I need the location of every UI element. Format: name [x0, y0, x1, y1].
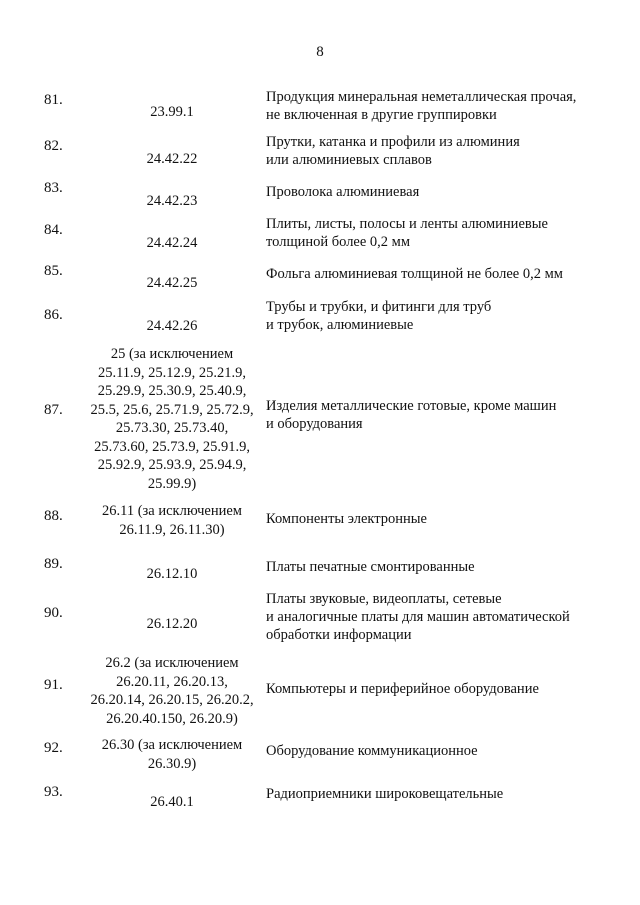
product-description: [266, 265, 606, 283]
product-description: [266, 215, 606, 251]
code-line: 26.11.9, 26.11.30): [119, 521, 225, 538]
okpd-code: [82, 654, 262, 728]
row-number: 81.: [44, 92, 63, 108]
product-description: [266, 785, 606, 803]
okpd-code: [82, 793, 262, 812]
code-line: 24.42.25: [146, 275, 198, 291]
okpd-code: [82, 192, 262, 211]
description-line: Компоненты электронные: [266, 511, 427, 527]
okpd-code: [82, 274, 262, 293]
product-description: [266, 558, 606, 576]
product-description: [266, 133, 606, 169]
description-line: толщиной более 0,2 мм: [266, 234, 411, 250]
okpd-code: [82, 150, 262, 169]
row-number: 88.: [44, 508, 63, 524]
product-description: [266, 590, 606, 644]
code-line: 25.29.9, 25.30.9, 25.40.9,: [97, 383, 247, 399]
product-description: [266, 510, 606, 528]
code-line: 24.42.26: [146, 318, 198, 334]
okpd-code: [82, 615, 262, 634]
row-number: 87.: [44, 402, 63, 418]
code-line: 26.30.9): [147, 755, 197, 772]
description-line: Платы звуковые, видеоплаты, сетевые: [266, 591, 502, 607]
description-line: или алюминиевых сплавов: [266, 152, 432, 168]
okpd-code: [82, 345, 262, 493]
code-line: 25.11.9, 25.12.9, 25.21.9,: [97, 364, 247, 381]
row-number: 82.: [44, 138, 63, 154]
code-line: 24.42.22: [146, 151, 198, 167]
code-line: 25.73.60, 25.73.9, 25.91.9,: [94, 438, 250, 455]
product-description: [266, 742, 606, 760]
code-line: 26.20.40.150, 26.20.9): [106, 710, 238, 727]
product-description: [266, 183, 606, 201]
row-number: 93.: [44, 784, 63, 800]
row-number: 91.: [44, 677, 63, 693]
row-number: 84.: [44, 222, 63, 238]
code-line: 23.99.1: [150, 104, 194, 120]
row-number: 85.: [44, 263, 63, 279]
description-line: Радиоприемники широковещательные: [266, 786, 504, 802]
description-line: Оборудование коммуникационное: [266, 743, 478, 759]
row-number: 90.: [44, 605, 63, 621]
description-line: не включенная в другие группировки: [266, 107, 497, 123]
code-line: 26.20.14, 26.20.15, 26.20.2,: [90, 692, 254, 708]
description-line: Платы печатные смонтированные: [266, 559, 475, 575]
okpd-code: [82, 502, 262, 539]
code-line: 25.73.30, 25.73.40,: [115, 420, 229, 436]
code-line: 26.11 (за исключением: [102, 503, 242, 519]
description-line: Прутки, катанка и профили из алюминия: [266, 134, 520, 150]
description-line: и аналогичные платы для машин автоматической: [266, 609, 570, 625]
code-line: 24.42.23: [146, 193, 198, 209]
description-line: обработки информации: [266, 627, 412, 643]
code-line: 25.99.9): [147, 475, 197, 492]
code-line: 26.20.11, 26.20.13,: [116, 673, 228, 690]
code-line: 25 (за исключением: [110, 346, 234, 362]
description-line: Трубы и трубки, и фитинги для труб: [266, 299, 492, 315]
description-line: и трубок, алюминиевые: [266, 317, 414, 333]
okpd-code: [82, 736, 262, 773]
okpd-code: [82, 103, 262, 122]
code-line: 26.2 (за исключением: [105, 655, 239, 671]
description-line: Фольга алюминиевая толщиной не более 0,2 мм: [266, 266, 563, 282]
code-line: 25.5, 25.6, 25.71.9, 25.72.9,: [90, 401, 254, 418]
row-number: 86.: [44, 307, 63, 323]
product-description: [266, 88, 606, 124]
row-number: 83.: [44, 180, 63, 196]
description-line: Компьютеры и периферийное оборудование: [266, 681, 539, 697]
description-line: Плиты, листы, полосы и ленты алюминиевые: [266, 216, 548, 232]
code-line: 24.42.24: [146, 235, 198, 251]
okpd-code: [82, 317, 262, 336]
code-line: 26.40.1: [150, 794, 194, 810]
description-line: Продукция минеральная неметаллическая прочая,: [266, 89, 577, 105]
row-number: 89.: [44, 556, 63, 572]
okpd-code: [82, 565, 262, 584]
code-line: 26.12.10: [146, 566, 198, 582]
okpd-code: [82, 234, 262, 253]
description-line: Проволока алюминиевая: [266, 184, 420, 200]
description-line: Изделия металлические готовые, кроме машин: [266, 398, 557, 414]
code-line: 26.12.20: [146, 616, 198, 632]
description-line: и оборудования: [266, 416, 363, 432]
page-number: 8: [316, 44, 324, 60]
row-number: 92.: [44, 740, 63, 756]
code-line: 26.30 (за исключением: [101, 737, 243, 753]
product-description: [266, 397, 606, 433]
code-line: 25.92.9, 25.93.9, 25.94.9,: [97, 457, 247, 473]
product-description: [266, 298, 606, 334]
product-description: [266, 680, 606, 698]
